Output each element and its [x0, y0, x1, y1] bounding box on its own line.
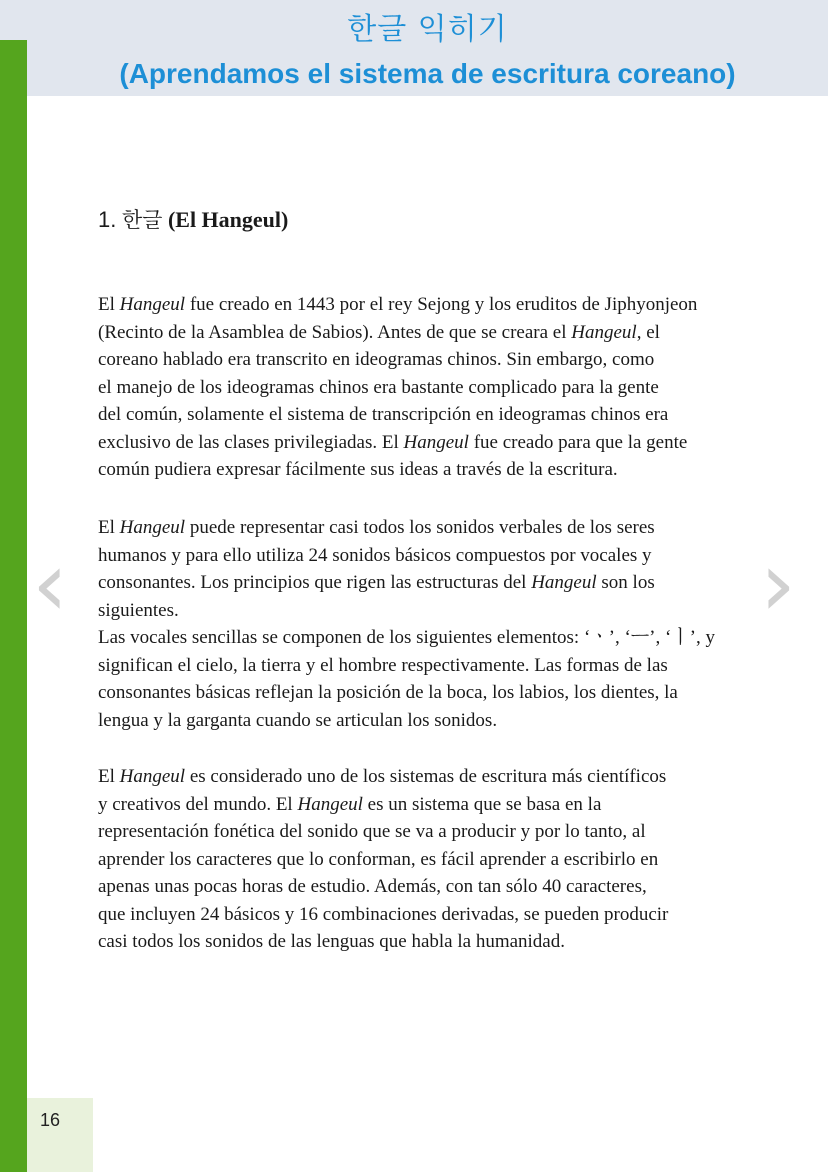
paragraph-line: [98, 291, 778, 319]
paragraph-line: [98, 928, 778, 956]
paragraph-line: [98, 514, 778, 542]
text-run: que incluyen 24 básicos y 16 combinaciones derivadas, se pueden producir: [98, 903, 669, 925]
text-run: fue creado en 1443 por el rey Sejong y los eruditos de Jiphyonjeon: [185, 294, 698, 315]
text-run: consonantes. Los principios que rigen las estructuras del: [98, 572, 532, 593]
text-run: del común, solamente el sistema de transcripción en ideogramas chinos era: [98, 404, 669, 425]
italic-term: Hangeul: [119, 294, 186, 315]
italic-term: Hangeul: [403, 431, 469, 453]
paragraph-line: [98, 873, 778, 901]
text-run: fue creado para que la gente: [468, 431, 688, 453]
paragraph-2: [98, 514, 778, 734]
paragraph-3: [98, 763, 778, 956]
paragraph-line: [98, 569, 778, 597]
chevron-left-icon: ‹: [32, 532, 68, 637]
paragraph-line: [98, 707, 778, 735]
italic-term: Hangeul: [531, 572, 597, 593]
page-number: 16: [40, 1110, 61, 1130]
text-run: (Recinto de la Asamblea de Sabios). Antes de que se creara el: [98, 321, 572, 343]
prev-page-button[interactable]: [20, 532, 80, 637]
paragraph-line: [98, 679, 778, 707]
section-title-korean: 한글: [121, 208, 163, 232]
text-run: puede representar casi todos los sonidos verbales de los seres: [185, 517, 655, 538]
text-run: lengua y la garganta cuando se articulan los sonidos.: [98, 709, 498, 731]
text-run: humanos y para ello utiliza 24 sonidos básicos compuestos por vocales y: [98, 544, 652, 566]
paragraph-line: [98, 542, 778, 570]
paragraph-line: [98, 791, 778, 819]
paragraph-line: [98, 319, 778, 347]
chevron-right-icon: ›: [760, 532, 796, 637]
text-run: representación fonética del sonido que se va a producir y por lo tanto, al: [98, 821, 646, 842]
italic-term: Hangeul: [571, 321, 637, 343]
paragraph-line: [98, 374, 778, 402]
text-run: aprender los caracteres que lo conforman, es fácil aprender a escribirlo en: [98, 848, 659, 870]
italic-term: Hangeul: [119, 517, 186, 538]
text-run: es considerado uno de los sistemas de escritura más científicos: [185, 766, 667, 787]
text-run: exclusivo de las clases privilegiadas. El: [98, 431, 404, 453]
text-run: significan el cielo, la tierra y el hombre respectivamente. Las formas de las: [98, 654, 668, 676]
next-page-button[interactable]: [748, 532, 808, 637]
text-run: es un sistema que se basa en la: [362, 793, 602, 815]
text-run: coreano hablado era transcrito en ideogramas chinos. Sin embargo, como: [98, 349, 655, 370]
text-run: El: [98, 517, 120, 538]
paragraph-line: [98, 763, 778, 791]
paragraph-1: [98, 291, 778, 484]
text-run: , el: [636, 321, 660, 343]
paragraph-line: [98, 401, 778, 429]
text-run: El: [98, 294, 120, 315]
text-run: son los: [596, 572, 655, 593]
paragraph-line: [98, 846, 778, 874]
paragraph-line: [98, 901, 778, 929]
paragraph-line: [98, 597, 778, 625]
text-run: siguientes.: [98, 599, 179, 621]
text-run: Las vocales sencillas se componen de los siguientes elementos: ‘ㆍ’, ‘ㅡ’, ‘ㅣ’, y: [98, 627, 715, 648]
text-run: común pudiera expresar fácilmente sus ideas a través de la escritura.: [98, 459, 618, 480]
section-title-spanish: (El Hangeul): [167, 207, 289, 232]
text-run: apenas unas pocas horas de estudio. Además, con tan sólo 40 caracteres,: [98, 876, 647, 897]
paragraph-line: [98, 818, 778, 846]
paragraph-line: [98, 624, 778, 652]
text-run: y creativos del mundo. El: [98, 793, 298, 815]
paragraph-line: [98, 652, 778, 680]
section-heading: [98, 204, 288, 236]
paragraph-line: [98, 346, 778, 374]
page-title-spanish: (Aprendamos el sistema de escritura coreano): [119, 58, 736, 89]
section-number: 1.: [98, 207, 117, 232]
page-title-korean: 한글 익히기: [347, 12, 508, 47]
paragraph-line: [98, 429, 778, 457]
paragraph-line: [98, 456, 778, 484]
text-run: casi todos los sonidos de las lenguas que habla la humanidad.: [98, 931, 565, 952]
text-run: consonantes básicas reflejan la posición de la boca, los labios, los dientes, la: [98, 682, 678, 703]
text-run: El: [98, 766, 120, 787]
text-run: el manejo de los ideogramas chinos era bastante complicado para la gente: [98, 376, 659, 398]
italic-term: Hangeul: [297, 793, 363, 815]
italic-term: Hangeul: [119, 766, 186, 787]
